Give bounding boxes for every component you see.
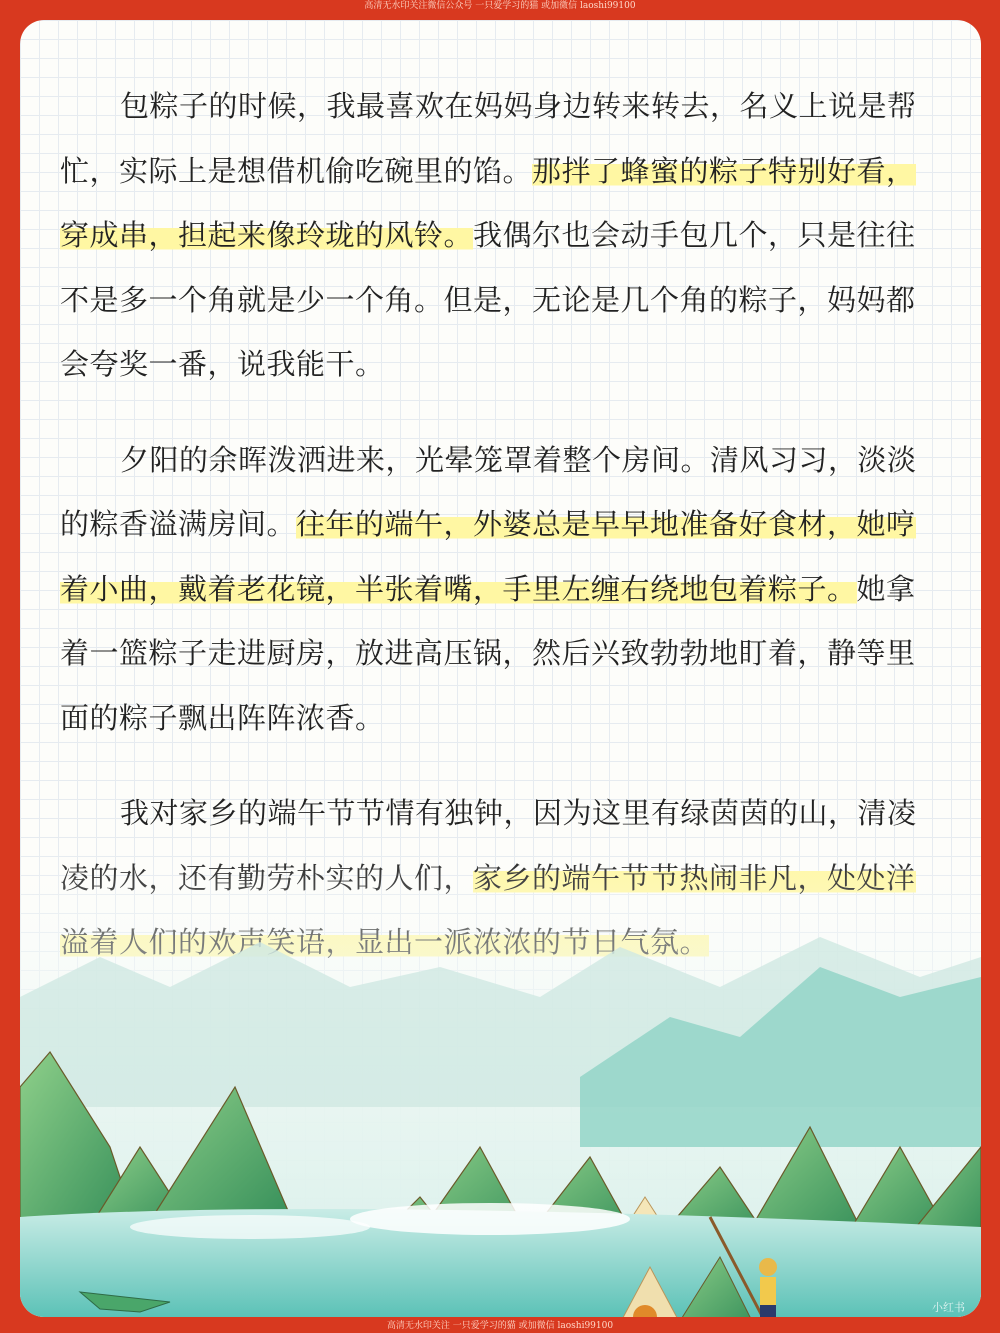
paragraph <box>60 74 940 397</box>
body-text: 我对家乡的端午节节情有独钟，因为这里有绿茵茵的山，清凌 <box>120 796 917 830</box>
highlighted-text: 往年的端午，外婆总是早早地准备好食材，她哼着小曲，戴着老花镜，半张着嘴，手里左缠右绕地包着粽子。 <box>60 507 916 606</box>
highlighted-text: 那拌了蜂蜜的粽子特别好看，穿成串，担起来像玲珑的风铃。 <box>60 153 916 252</box>
body-text: 夕阳的余晖泼洒进来，光晕笼罩着整个房间。清风习习，淡淡的粽香溢满房间。 <box>60 442 917 541</box>
corner-mark: 小红书 <box>932 1301 965 1314</box>
top-watermark: 高清无水印关注微信公众号 一只爱学习的猫 或加微信 laoshi99100 <box>364 1 636 11</box>
body-text: 我偶尔也会动手包几个，只是往往不是多一个角就是少一个角。但是，无论是几个角的粽子，妈妈都会夸奖一番，说我能干。 <box>60 218 916 381</box>
body-text: 包粽子的时候，我最喜欢在妈妈身边转来转去，名义上说是帮忙，实际上是想借机偷吃碗里的馅。 <box>60 89 917 188</box>
dragon-boat-illustration <box>20 847 981 1317</box>
bottom-watermark: 高清无水印关注 一只爱学习的猫 或加微信 laoshi99100 <box>386 1321 614 1331</box>
paragraph <box>60 428 940 751</box>
content-card <box>20 20 981 1317</box>
body-text: 她拿着一篮粽子走进厨房，放进高压锅，然后兴致勃勃地盯着，静等里面的粽子飘出阵阵浓香。 <box>60 571 916 735</box>
